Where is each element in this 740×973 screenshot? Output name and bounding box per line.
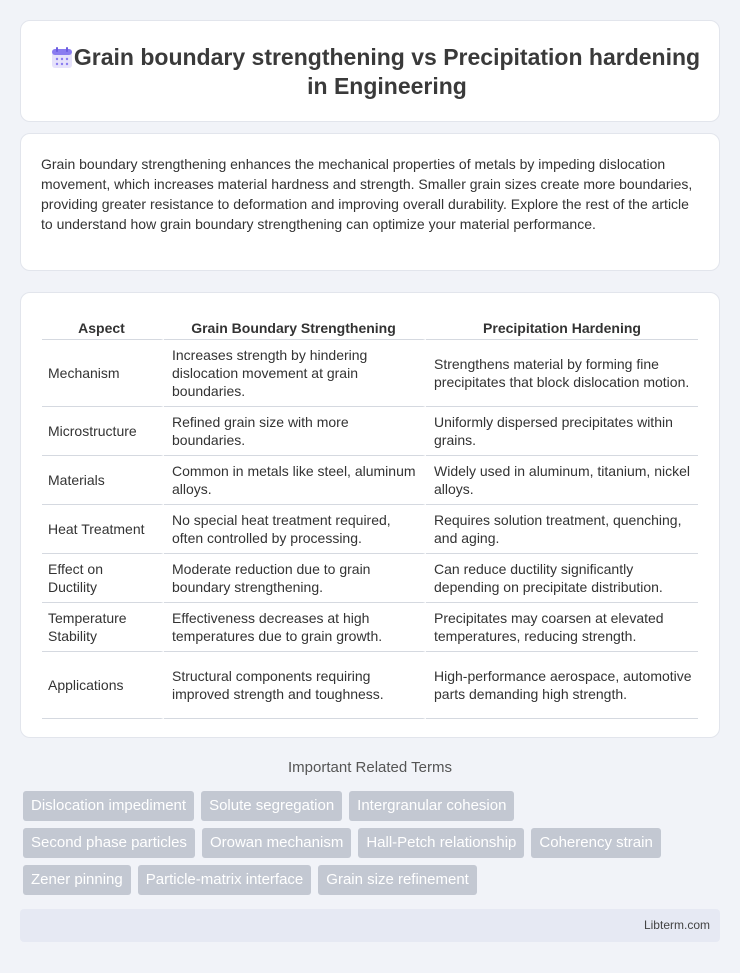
cell-grain-boundary: Structural components requiring improved strength and toughness. (164, 652, 426, 719)
comparison-card (20, 292, 720, 738)
page-title: Grain boundary strengthening vs Precipitation hardening in Engineering (73, 44, 701, 99)
related-term-tag[interactable]: Dislocation impediment (23, 791, 194, 821)
cell-grain-boundary: No special heat treatment required, often controlled by processing. (164, 505, 426, 554)
related-term-tag[interactable]: Hall-Petch relationship (358, 828, 524, 858)
related-term-tag[interactable]: Grain size refinement (318, 865, 477, 895)
related-terms-list (23, 791, 723, 902)
title-card (20, 20, 720, 122)
cell-precipitation: Uniformly dispersed precipitates within grains. (426, 407, 698, 456)
cell-precipitation: High-performance aerospace, automotive parts demanding high strength. (426, 652, 698, 719)
cell-precipitation: Widely used in aluminum, titanium, nickel alloys. (426, 456, 698, 505)
cell-aspect: Mechanism (42, 340, 164, 407)
footer (20, 909, 720, 942)
cell-precipitation: Precipitates may coarsen at elevated temperatures, reducing strength. (426, 603, 698, 652)
intro-paragraph: Grain boundary strengthening enhances the mechanical properties of metals by impeding dislocation movement, which increases material hardness and strength. Smaller grain sizes create more boundaries, providing greater resistance to deformation and improving overall durability. Explore the rest of the article to understand how grain boundary strengthening can optimize your material performance. (41, 156, 693, 232)
table-row (42, 652, 698, 719)
related-term-tag[interactable]: Second phase particles (23, 828, 195, 858)
related-term-tag[interactable]: Particle-matrix interface (138, 865, 312, 895)
header-aspect: Aspect (42, 314, 164, 340)
related-term-tag[interactable]: Orowan mechanism (202, 828, 351, 858)
footer-site-link[interactable]: Libterm.com (643, 918, 710, 932)
cell-grain-boundary: Refined grain size with more boundaries. (164, 407, 426, 456)
related-term-tag[interactable]: Solute segregation (201, 791, 342, 821)
cell-precipitation: Can reduce ductility significantly depending on precipitate distribution. (426, 554, 698, 603)
cell-grain-boundary: Increases strength by hindering dislocation movement at grain boundaries. (164, 340, 426, 407)
cell-aspect: Microstructure (42, 407, 164, 456)
cell-aspect: Temperature Stability (42, 603, 164, 652)
table-header-row (42, 314, 698, 340)
header-grain-boundary: Grain Boundary Strengthening (164, 314, 426, 340)
related-term-tag[interactable]: Intergranular cohesion (349, 791, 514, 821)
table-row (42, 456, 698, 505)
cell-aspect: Effect on Ductility (42, 554, 164, 603)
cell-precipitation: Strengthens material by forming fine precipitates that block dislocation motion. (426, 340, 698, 407)
table-row (42, 603, 698, 652)
table-row (42, 554, 698, 603)
related-term-tag[interactable]: Coherency strain (531, 828, 660, 858)
intro-card (20, 133, 720, 271)
cell-aspect: Materials (42, 456, 164, 505)
table-row (42, 340, 698, 407)
related-term-tag[interactable]: Zener pinning (23, 865, 131, 895)
related-terms-heading: Important Related Terms (288, 759, 452, 776)
header-precipitation: Precipitation Hardening (426, 314, 698, 340)
cell-precipitation: Requires solution treatment, quenching, and aging. (426, 505, 698, 554)
cell-grain-boundary: Common in metals like steel, aluminum alloys. (164, 456, 426, 505)
cell-grain-boundary: Moderate reduction due to grain boundary strengthening. (164, 554, 426, 603)
cell-grain-boundary: Effectiveness decreases at high temperatures due to grain growth. (164, 603, 426, 652)
table-row (42, 505, 698, 554)
table-row (42, 407, 698, 456)
cell-aspect: Applications (42, 652, 164, 719)
cell-aspect: Heat Treatment (42, 505, 164, 554)
comparison-table (42, 314, 698, 719)
